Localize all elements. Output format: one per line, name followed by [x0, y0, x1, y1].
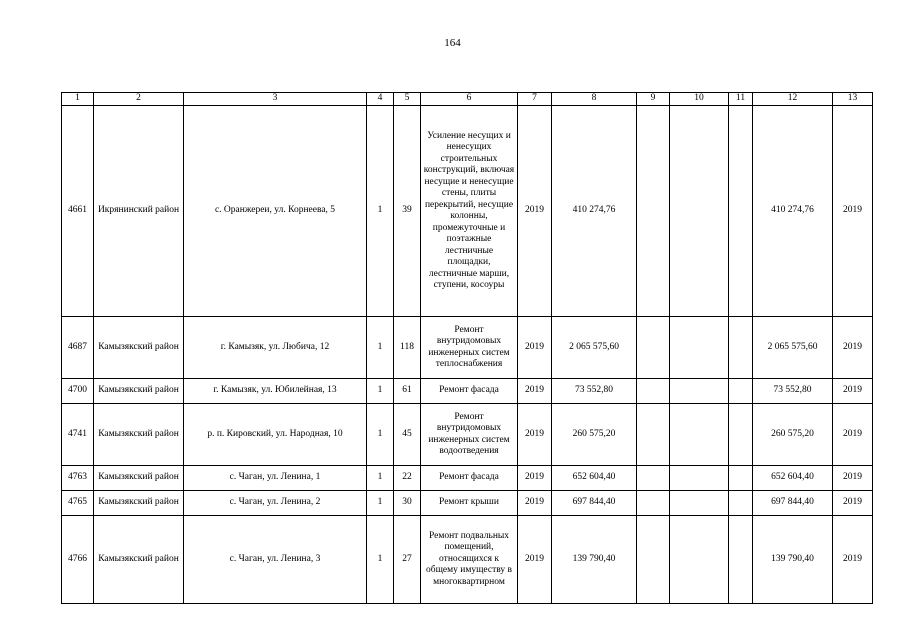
- col13-cell: 2019: [833, 516, 873, 604]
- col13-cell: 2019: [833, 491, 873, 516]
- col13-cell: 2019: [833, 379, 873, 404]
- col12-cell: 139 790,40: [753, 516, 833, 604]
- work-type-cell: Ремонт крыши: [421, 491, 518, 516]
- column-header: 10: [670, 93, 729, 106]
- work-type-cell: Ремонт внутридомовых инженерных систем водоотведения: [421, 404, 518, 466]
- col10-cell: [670, 379, 729, 404]
- table-row: [62, 404, 873, 466]
- row-number: 4661: [62, 106, 94, 317]
- table-row: [62, 106, 873, 317]
- col10-cell: [670, 491, 729, 516]
- table-row: [62, 491, 873, 516]
- column-header: 11: [729, 93, 753, 106]
- col5-cell: 39: [394, 106, 421, 317]
- col5-cell: 27: [394, 516, 421, 604]
- col4-cell: 1: [367, 317, 394, 379]
- col5-cell: 45: [394, 404, 421, 466]
- row-number: 4687: [62, 317, 94, 379]
- column-header: 9: [637, 93, 670, 106]
- col9-cell: [637, 379, 670, 404]
- col9-cell: [637, 491, 670, 516]
- column-header: 8: [552, 93, 637, 106]
- cost-cell: 2 065 575,60: [552, 317, 637, 379]
- col11-cell: [729, 404, 753, 466]
- work-type-cell: Усиление несущих и ненесущих строительных конструкций, включая несущие и ненесущие стены, плиты перекрытий, несущие колонны, промежуточные и поэтажные лестничные площадки, лестничные марши, ступени, косоуры: [421, 106, 518, 317]
- col12-cell: 73 552,80: [753, 379, 833, 404]
- col10-cell: [670, 404, 729, 466]
- col11-cell: [729, 516, 753, 604]
- cost-cell: 652 604,40: [552, 466, 637, 491]
- col12-cell: 260 575,20: [753, 404, 833, 466]
- col9-cell: [637, 106, 670, 317]
- page-number: 164: [444, 37, 461, 49]
- cost-cell: 260 575,20: [552, 404, 637, 466]
- col5-cell: 30: [394, 491, 421, 516]
- district-cell: Камызякский район: [94, 491, 184, 516]
- district-cell: Камызякский район: [94, 516, 184, 604]
- cost-cell: 410 274,76: [552, 106, 637, 317]
- year-cell: 2019: [518, 106, 552, 317]
- address-cell: с. Чаган, ул. Ленина, 1: [184, 466, 367, 491]
- district-cell: Камызякский район: [94, 317, 184, 379]
- address-cell: г. Камызяк, ул. Любича, 12: [184, 317, 367, 379]
- year-cell: 2019: [518, 317, 552, 379]
- column-header: 13: [833, 93, 873, 106]
- cost-cell: 73 552,80: [552, 379, 637, 404]
- column-header: 6: [421, 93, 518, 106]
- work-type-cell: Ремонт подвальных помещений, относящихся к общему имуществу в многоквартирном: [421, 516, 518, 604]
- col4-cell: 1: [367, 466, 394, 491]
- col4-cell: 1: [367, 379, 394, 404]
- work-type-cell: Ремонт фасада: [421, 466, 518, 491]
- table-row: [62, 516, 873, 604]
- col12-cell: 697 844,40: [753, 491, 833, 516]
- address-cell: с. Чаган, ул. Ленина, 3: [184, 516, 367, 604]
- year-cell: 2019: [518, 516, 552, 604]
- column-header: 4: [367, 93, 394, 106]
- work-type-cell: Ремонт внутридомовых инженерных систем теплоснабжения: [421, 317, 518, 379]
- year-cell: 2019: [518, 404, 552, 466]
- district-cell: Икрянинский район: [94, 106, 184, 317]
- col9-cell: [637, 466, 670, 491]
- row-number: 4765: [62, 491, 94, 516]
- year-cell: 2019: [518, 491, 552, 516]
- col11-cell: [729, 106, 753, 317]
- col5-cell: 61: [394, 379, 421, 404]
- table-row: [62, 317, 873, 379]
- col9-cell: [637, 317, 670, 379]
- col10-cell: [670, 516, 729, 604]
- repair-registry-table: [61, 92, 873, 604]
- col13-cell: 2019: [833, 466, 873, 491]
- address-cell: г. Камызяк, ул. Юбилейная, 13: [184, 379, 367, 404]
- table-row: [62, 466, 873, 491]
- column-header: 7: [518, 93, 552, 106]
- col10-cell: [670, 466, 729, 491]
- row-number: 4763: [62, 466, 94, 491]
- col12-cell: 652 604,40: [753, 466, 833, 491]
- col5-cell: 118: [394, 317, 421, 379]
- column-header: 12: [753, 93, 833, 106]
- col13-cell: 2019: [833, 317, 873, 379]
- year-cell: 2019: [518, 466, 552, 491]
- row-number: 4741: [62, 404, 94, 466]
- column-header: 2: [94, 93, 184, 106]
- address-cell: с. Оранжереи, ул. Корнеева, 5: [184, 106, 367, 317]
- col11-cell: [729, 491, 753, 516]
- work-type-cell: Ремонт фасада: [421, 379, 518, 404]
- col13-cell: 2019: [833, 106, 873, 317]
- col11-cell: [729, 379, 753, 404]
- column-header: 1: [62, 93, 94, 106]
- column-header: 5: [394, 93, 421, 106]
- table-row: [62, 379, 873, 404]
- col5-cell: 22: [394, 466, 421, 491]
- row-number: 4700: [62, 379, 94, 404]
- col4-cell: 1: [367, 106, 394, 317]
- address-cell: с. Чаган, ул. Ленина, 2: [184, 491, 367, 516]
- row-number: 4766: [62, 516, 94, 604]
- col4-cell: 1: [367, 404, 394, 466]
- district-cell: Камызякский район: [94, 404, 184, 466]
- col11-cell: [729, 317, 753, 379]
- col10-cell: [670, 317, 729, 379]
- address-cell: р. п. Кировский, ул. Народная, 10: [184, 404, 367, 466]
- col9-cell: [637, 404, 670, 466]
- column-number-row: [62, 93, 873, 106]
- col11-cell: [729, 466, 753, 491]
- col4-cell: 1: [367, 491, 394, 516]
- col12-cell: 2 065 575,60: [753, 317, 833, 379]
- district-cell: Камызякский район: [94, 466, 184, 491]
- cost-cell: 697 844,40: [552, 491, 637, 516]
- column-header: 3: [184, 93, 367, 106]
- col12-cell: 410 274,76: [753, 106, 833, 317]
- cost-cell: 139 790,40: [552, 516, 637, 604]
- district-cell: Камызякский район: [94, 379, 184, 404]
- year-cell: 2019: [518, 379, 552, 404]
- col4-cell: 1: [367, 516, 394, 604]
- col13-cell: 2019: [833, 404, 873, 466]
- col10-cell: [670, 106, 729, 317]
- col9-cell: [637, 516, 670, 604]
